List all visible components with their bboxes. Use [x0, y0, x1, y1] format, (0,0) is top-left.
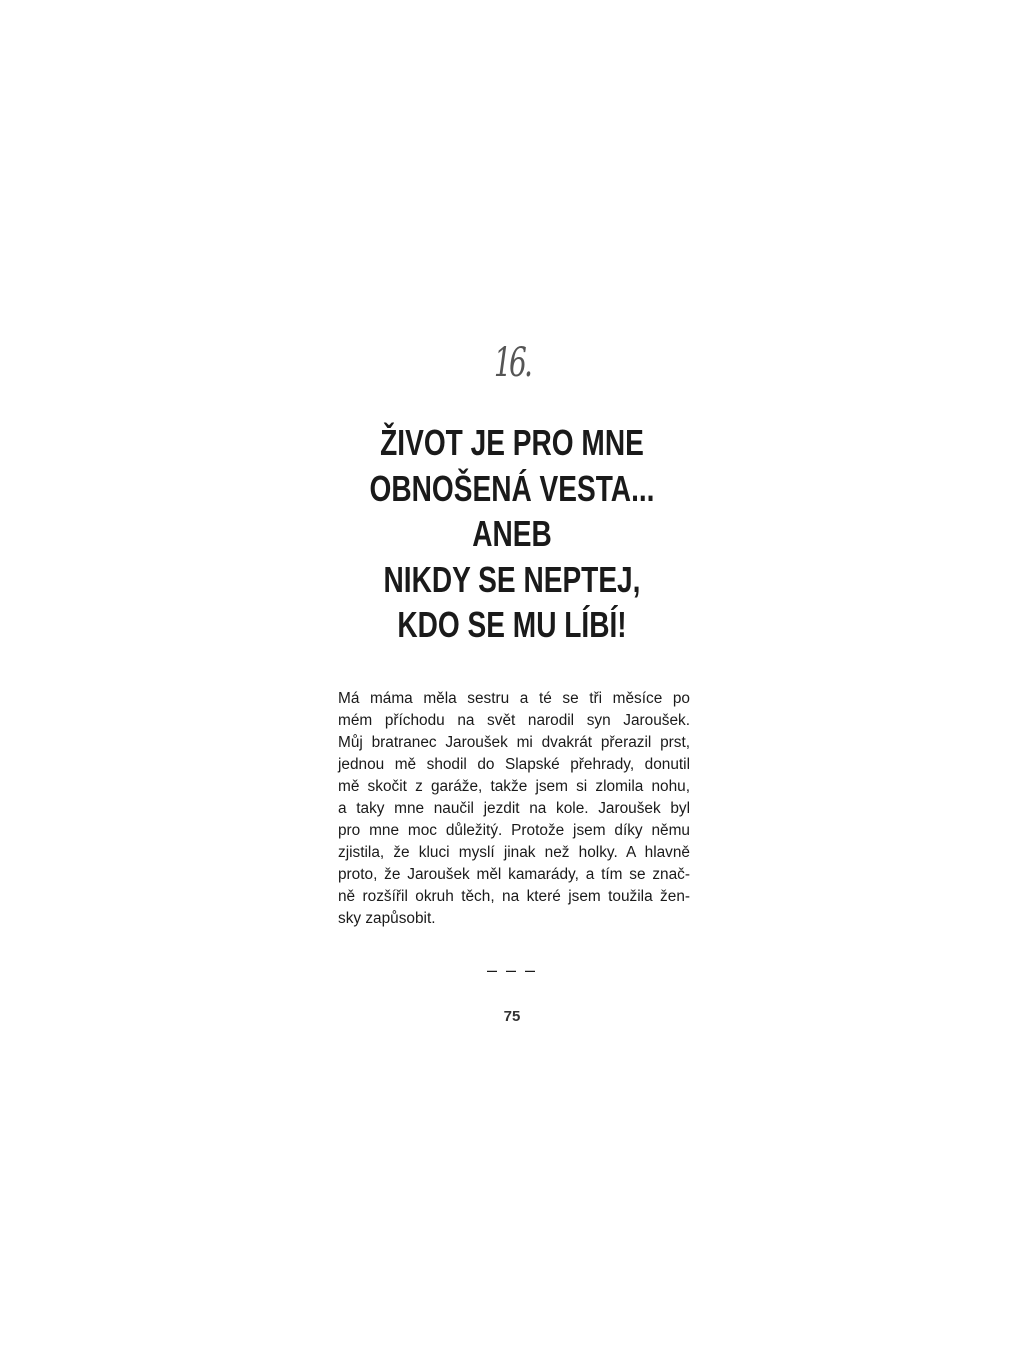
- chapter-title: [212, 420, 812, 648]
- chapter-number: 16.: [493, 340, 531, 386]
- paragraph-line: mém příchodu na svět narodil syn Jaroušek.: [338, 712, 690, 729]
- paragraph-line: sky zapůsobit.: [338, 910, 436, 927]
- paragraph-line: jednou mě shodil do Slapské přehrady, donutil: [338, 756, 690, 773]
- paragraph-line: Má máma měla sestru a té se tři měsíce po: [338, 690, 690, 707]
- body-paragraph: [338, 688, 690, 930]
- section-separator: – – –: [486, 960, 538, 980]
- paragraph-line: zjistila, že kluci myslí jinak než holky. A hlavně: [338, 844, 690, 861]
- paragraph-line: proto, že Jaroušek měl kamarády, a tím se znač-: [338, 866, 690, 883]
- chapter-title-line: NIKDY SE NEPTEJ,: [383, 558, 641, 600]
- paragraph-line: ně rozšířil okruh těch, na které jsem toužila žen-: [338, 888, 690, 905]
- paragraph-line: a taky mne naučil jezdit na kole. Jaroušek byl: [338, 800, 690, 817]
- chapter-title-line: ANEB: [472, 513, 552, 554]
- page-number: 75: [503, 1008, 521, 1025]
- chapter-title-line: OBNOŠENÁ VESTA...: [369, 467, 655, 509]
- paragraph-line: mě skočit z garáže, takže jsem si zlomila nohu,: [338, 778, 690, 795]
- paragraph-line: Můj bratranec Jaroušek mi dvakrát přerazil prst,: [338, 734, 690, 751]
- paragraph-line: pro mne moc důležitý. Protože jsem díky němu: [338, 822, 690, 839]
- chapter-title-line: KDO SE MU LÍBÍ!: [397, 604, 627, 645]
- chapter-title-line: ŽIVOT JE PRO MNE: [380, 422, 644, 463]
